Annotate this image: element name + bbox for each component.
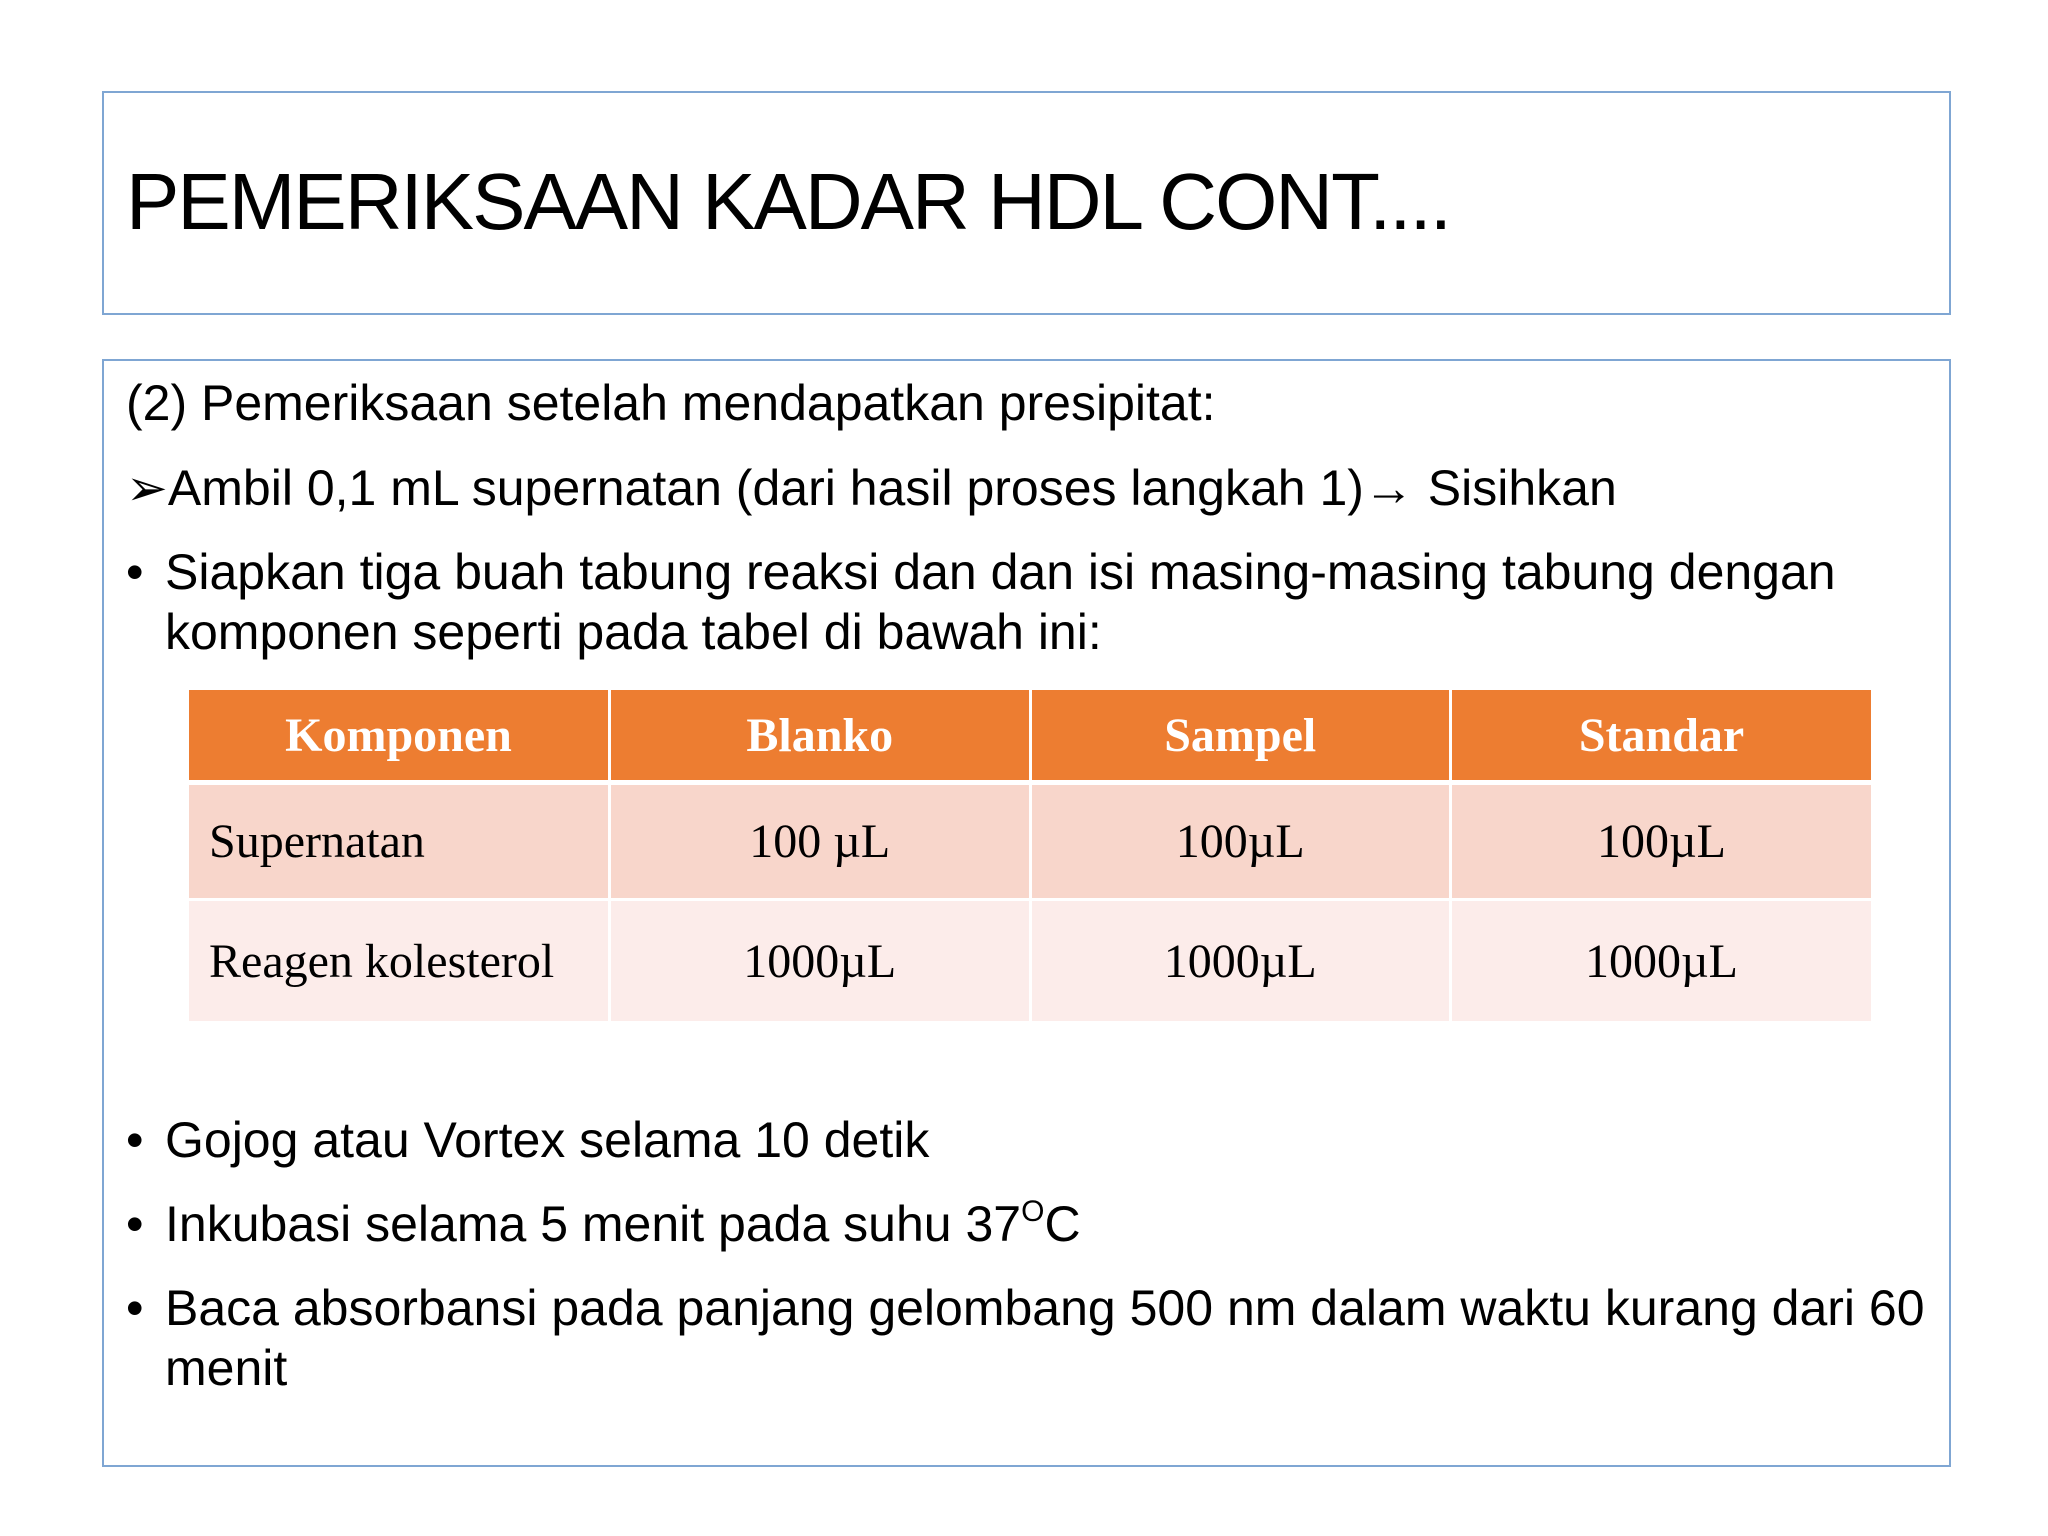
table-header-cell: Blanko xyxy=(610,690,1031,783)
table-row xyxy=(189,783,1871,900)
table-cell: 1000µL xyxy=(1451,900,1872,1022)
step-line xyxy=(126,458,1617,518)
table-header-cell: Sampel xyxy=(1030,690,1451,783)
bullet-icon: • xyxy=(126,1196,144,1252)
table-cell: 100µL xyxy=(1451,783,1872,900)
bullet-icon: • xyxy=(126,1280,144,1336)
table-cell: Supernatan xyxy=(189,783,610,900)
right-arrow-icon: → xyxy=(1363,460,1414,516)
table-header-cell: Komponen xyxy=(189,690,610,783)
component-table xyxy=(189,690,1871,1021)
bullet-text: Baca absorbansi pada panjang gelombang 500 nm dalam waktu kurang dari 60 menit xyxy=(165,1280,1925,1396)
bullet-text: Gojog atau Vortex selama 10 detik xyxy=(165,1112,930,1168)
title-placeholder xyxy=(102,91,1951,315)
slide-title xyxy=(126,157,1450,247)
bullet-text xyxy=(165,1194,1925,1254)
bullet-icon: • xyxy=(126,544,144,600)
table-cell: 1000µL xyxy=(1030,900,1451,1022)
temp-unit: C xyxy=(1044,1196,1081,1252)
step-text-a: Ambil 0,1 mL supernatan (dari hasil proses langkah 1) xyxy=(167,460,1364,516)
bullet-icon: • xyxy=(126,1112,144,1168)
table-cell: 100 µL xyxy=(610,783,1031,900)
slide-title-main: PEMERIKSAAN KADAR HDL xyxy=(126,157,1140,246)
table-header-row xyxy=(189,690,1871,783)
table-cell: Reagen kolesterol xyxy=(189,900,610,1022)
table-cell: 100µL xyxy=(1030,783,1451,900)
table-row xyxy=(189,900,1871,1022)
slide-title-suffix: CONT.... xyxy=(1139,157,1450,246)
degree-superscript: O xyxy=(1021,1195,1045,1228)
table-header-cell: Standar xyxy=(1451,690,1872,783)
table-cell: 1000µL xyxy=(610,900,1031,1022)
step-text-b: Sisihkan xyxy=(1413,460,1617,516)
arrowhead-bullet-icon: ➢ xyxy=(126,460,168,516)
content-placeholder xyxy=(102,359,1951,1467)
bullet-text: Siapkan tiga buah tabung reaksi dan dan isi masing-masing tabung dengan komponen seperti pada tabel di bawah ini: xyxy=(165,544,1836,660)
incubate-text: Inkubasi selama 5 menit pada suhu 37 xyxy=(165,1196,1022,1252)
intro-text: (2) Pemeriksaan setelah mendapatkan presipitat: xyxy=(126,375,1216,431)
